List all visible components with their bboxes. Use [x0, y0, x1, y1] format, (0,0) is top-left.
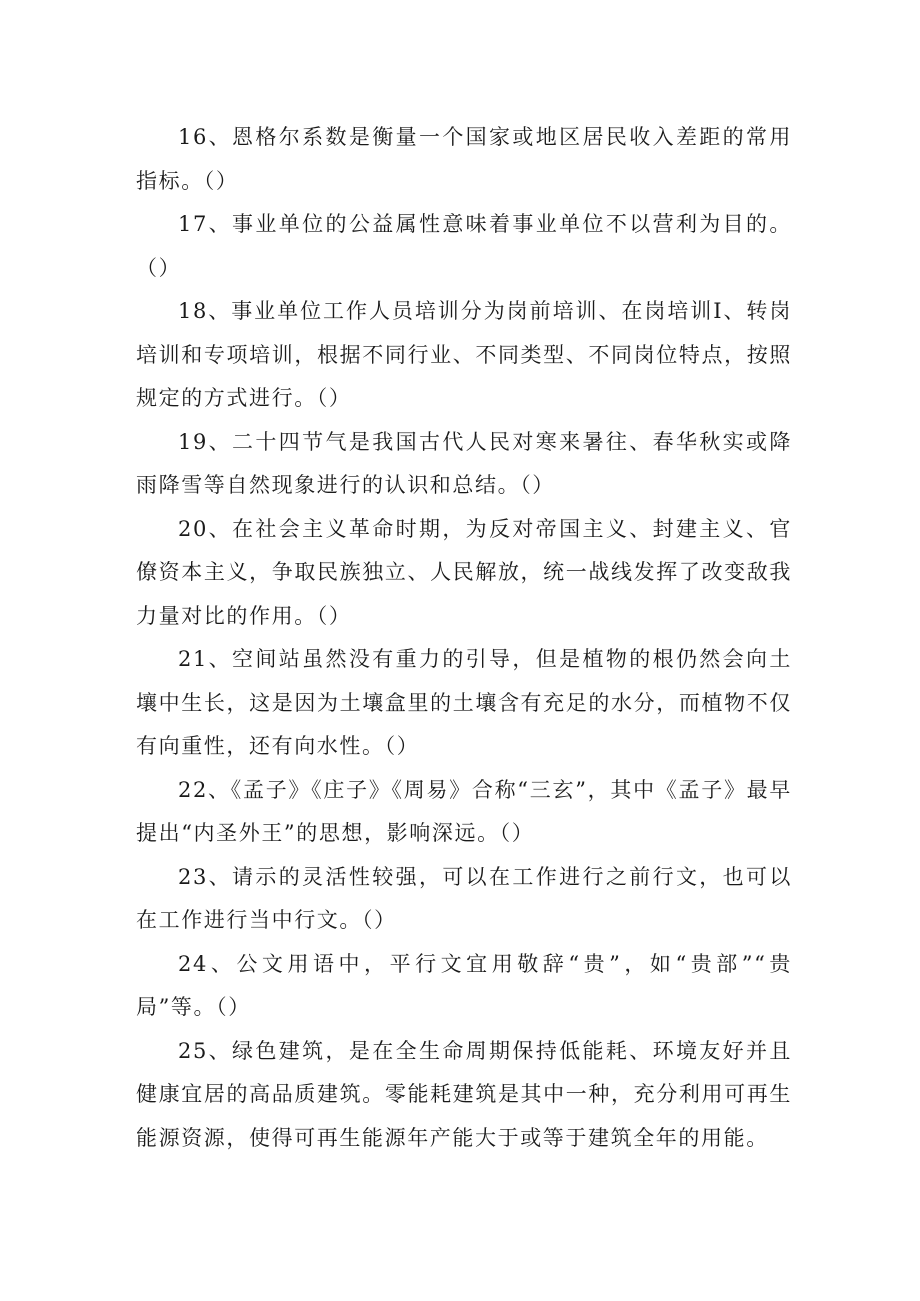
question-23: 23、请示的灵活性较强，可以在工作进行之前行文，也可以在工作进行当中行文。（） — [136, 864, 792, 932]
question-16: 16、恩格尔系数是衡量一个国家或地区居民收入差距的常用指标。（） — [136, 125, 792, 193]
question-24: 24、公文用语中，平行文宜用敬辞“贵”，如“贵部”“贵局”等。（） — [136, 951, 792, 1019]
question-20: 20、在社会主义革命时期，为反对帝国主义、封建主义、官僚资本主义，争取民族独立、人民解放，统一战线发挥了改变敌我力量对比的作用。（） — [136, 516, 792, 628]
question-21: 21、空间站虽然没有重力的引导，但是植物的根仍然会向土壤中生长，这是因为土壤盒里的土壤含有充足的水分，而植物不仅有向重性，还有向水性。（） — [136, 647, 792, 758]
question-25: 25、绿色建筑，是在全生命周期保持低能耗、环境友好并且健康宜居的高品质建筑。零能耗建筑是其中一种，充分利用可再生能源资源，使得可再生能源年产能大于或等于建筑全年的用能。 — [136, 1038, 792, 1150]
question-22: 22、《孟子》《庄子》《周易》合称“三玄”，其中《孟子》最早提出“内圣外王”的思想，影响深远。（） — [136, 777, 792, 845]
question-17: 17、事业单位的公益属性意味着事业单位不以营利为目的。（） — [136, 212, 792, 280]
question-list — [136, 116, 792, 1160]
question-19: 19、二十四节气是我国古代人民对寒来暑往、春华秋实或降雨降雪等自然现象进行的认识和总结。（） — [136, 429, 792, 497]
question-18: 18、事业单位工作人员培训分为岗前培训、在岗培训I、转岗培训和专项培训，根据不同行业、不同类型、不同岗位特点，按照规定的方式进行。（） — [136, 299, 792, 410]
